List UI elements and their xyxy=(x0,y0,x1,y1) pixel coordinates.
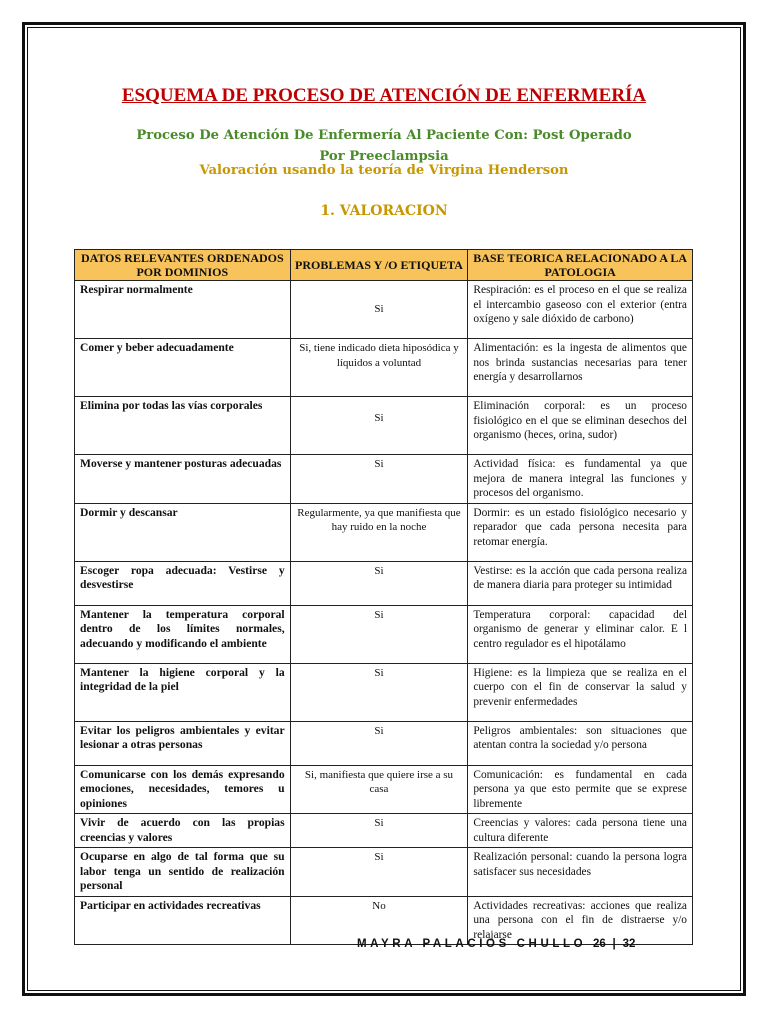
cell-base: Peligros ambientales: son situaciones que atentan contra la sociedad y/o persona xyxy=(468,721,693,765)
cell-problema: Si xyxy=(290,663,468,721)
cell-base: Creencias y valores: cada persona tiene una cultura diferente xyxy=(468,814,693,848)
cell-dominio: Vivir de acuerdo con las propias creencias y valores xyxy=(75,814,291,848)
cell-problema xyxy=(290,281,468,339)
cell-dominio: Evitar los peligros ambientales y evitar lesionar a otras personas xyxy=(75,721,291,765)
table-row xyxy=(75,339,693,397)
header-base-teorica: BASE TEORICA RELACIONADO A LA PATOLOGIA xyxy=(468,250,693,281)
cell-base: Dormir: es un estado fisiológico necesario y reparador que cada persona necesita para retomar energía. xyxy=(468,503,693,561)
footer-author: MAYRA PALACIOS CHULLO xyxy=(357,938,587,950)
cell-dominio: Respirar normalmente xyxy=(75,281,291,339)
document-title: ESQUEMA DE PROCESO DE ATENCIÓN DE ENFERMERÍA xyxy=(121,85,647,106)
cell-problema: Si xyxy=(290,814,468,848)
table-row xyxy=(75,765,693,814)
section-heading: 1. VALORACION xyxy=(320,203,448,219)
table-header-row xyxy=(75,250,693,281)
cell-problema: Si xyxy=(290,455,468,504)
table-row xyxy=(75,455,693,504)
cell-dominio: Dormir y descansar xyxy=(75,503,291,561)
table-row xyxy=(75,503,693,561)
document-subtitle-theory: Valoración usando la teoría de Virgina Henderson xyxy=(199,163,569,178)
table-row xyxy=(75,397,693,455)
table-row xyxy=(75,721,693,765)
cell-dominio: Escoger ropa adecuada: Vestirse y desvestirse xyxy=(75,561,291,605)
problema-text: Si xyxy=(374,303,384,316)
table-row xyxy=(75,561,693,605)
cell-base: Alimentación: es la ingesta de alimentos que nos brinda sustancias necesarias para tener energía y desarrollarnos xyxy=(468,339,693,397)
cell-problema: Si xyxy=(290,721,468,765)
cell-dominio: Elimina por todas las vías corporales xyxy=(75,397,291,455)
cell-base: Temperatura corporal: capacidad del organismo de generar y eliminar calor. E l centro regulador es el hipotálamo xyxy=(468,605,693,663)
table-row xyxy=(75,848,693,897)
cell-base: Actividades recreativas: acciones que realiza una persona con el fin de distraerse y/o relajarse xyxy=(468,896,693,945)
cell-problema: No xyxy=(290,896,468,945)
table-row xyxy=(75,814,693,848)
cell-base: Actividad física: es fundamental ya que mejora de manera integral las funciones y procesos del organismo. xyxy=(468,455,693,504)
cell-base: Realización personal: cuando la persona logra satisfacer sus necesidades xyxy=(468,848,693,897)
cell-base: Eliminación corporal: es un proceso fisiológico en el que se eliminan desechos del organismo (heces, orina, sudor) xyxy=(468,397,693,455)
table-row xyxy=(75,281,693,339)
cell-base: Higiene: es la limpieza que se realiza en el cuerpo con el fin de conservar la salud y prevenir enfermedades xyxy=(468,663,693,721)
footer-separator: | xyxy=(612,938,616,950)
cell-problema xyxy=(290,397,468,455)
cell-dominio: Mantener la higiene corporal y la integridad de la piel xyxy=(75,663,291,721)
cell-problema: Regularmente, ya que manifiesta que hay ruido en la noche xyxy=(290,503,468,561)
header-dominios: DATOS RELEVANTES ORDENADOS POR DOMINIOS xyxy=(75,250,291,281)
cell-base: Comunicación: es fundamental en cada persona ya que esto permite que se exprese libremente xyxy=(468,765,693,814)
footer-page-number: 26 xyxy=(592,938,606,950)
table-row xyxy=(75,663,693,721)
cell-dominio: Mantener la temperatura corporal dentro de los límites normales, adecuando y modificando el ambiente xyxy=(75,605,291,663)
table-row xyxy=(75,605,693,663)
cell-problema: Si, manifiesta que quiere irse a su casa xyxy=(290,765,468,814)
document-subtitle: Proceso De Atención De Enfermería Al Paciente Con: Post Operado Por Preeclampsia xyxy=(136,128,632,164)
footer-page-total: 32 xyxy=(622,938,636,950)
cell-problema: Si xyxy=(290,561,468,605)
cell-problema: Si, tiene indicado dieta hiposódica y líquidos a voluntad xyxy=(290,339,468,397)
valoracion-table xyxy=(74,249,693,945)
cell-dominio: Ocuparse en algo de tal forma que su labor tenga un sentido de realización personal xyxy=(75,848,291,897)
cell-dominio: Moverse y mantener posturas adecuadas xyxy=(75,455,291,504)
cell-base: Vestirse: es la acción que cada persona realiza de manera diaria para proteger su intimidad xyxy=(468,561,693,605)
problema-text: Si xyxy=(374,412,384,424)
cell-problema: Si xyxy=(290,605,468,663)
cell-base: Respiración: es el proceso en el que se realiza el intercambio gaseoso con el exterior (entra oxígeno y sale dióxido de carbono) xyxy=(468,281,693,339)
header-problemas: PROBLEMAS Y /O ETIQUETA xyxy=(290,250,468,281)
cell-problema: Si xyxy=(290,848,468,897)
page-footer xyxy=(357,938,635,950)
cell-dominio: Comunicarse con los demás expresando emociones, necesidades, temores u opiniones xyxy=(75,765,291,814)
cell-dominio: Comer y beber adecuadamente xyxy=(75,339,291,397)
cell-dominio: Participar en actividades recreativas xyxy=(75,896,291,945)
